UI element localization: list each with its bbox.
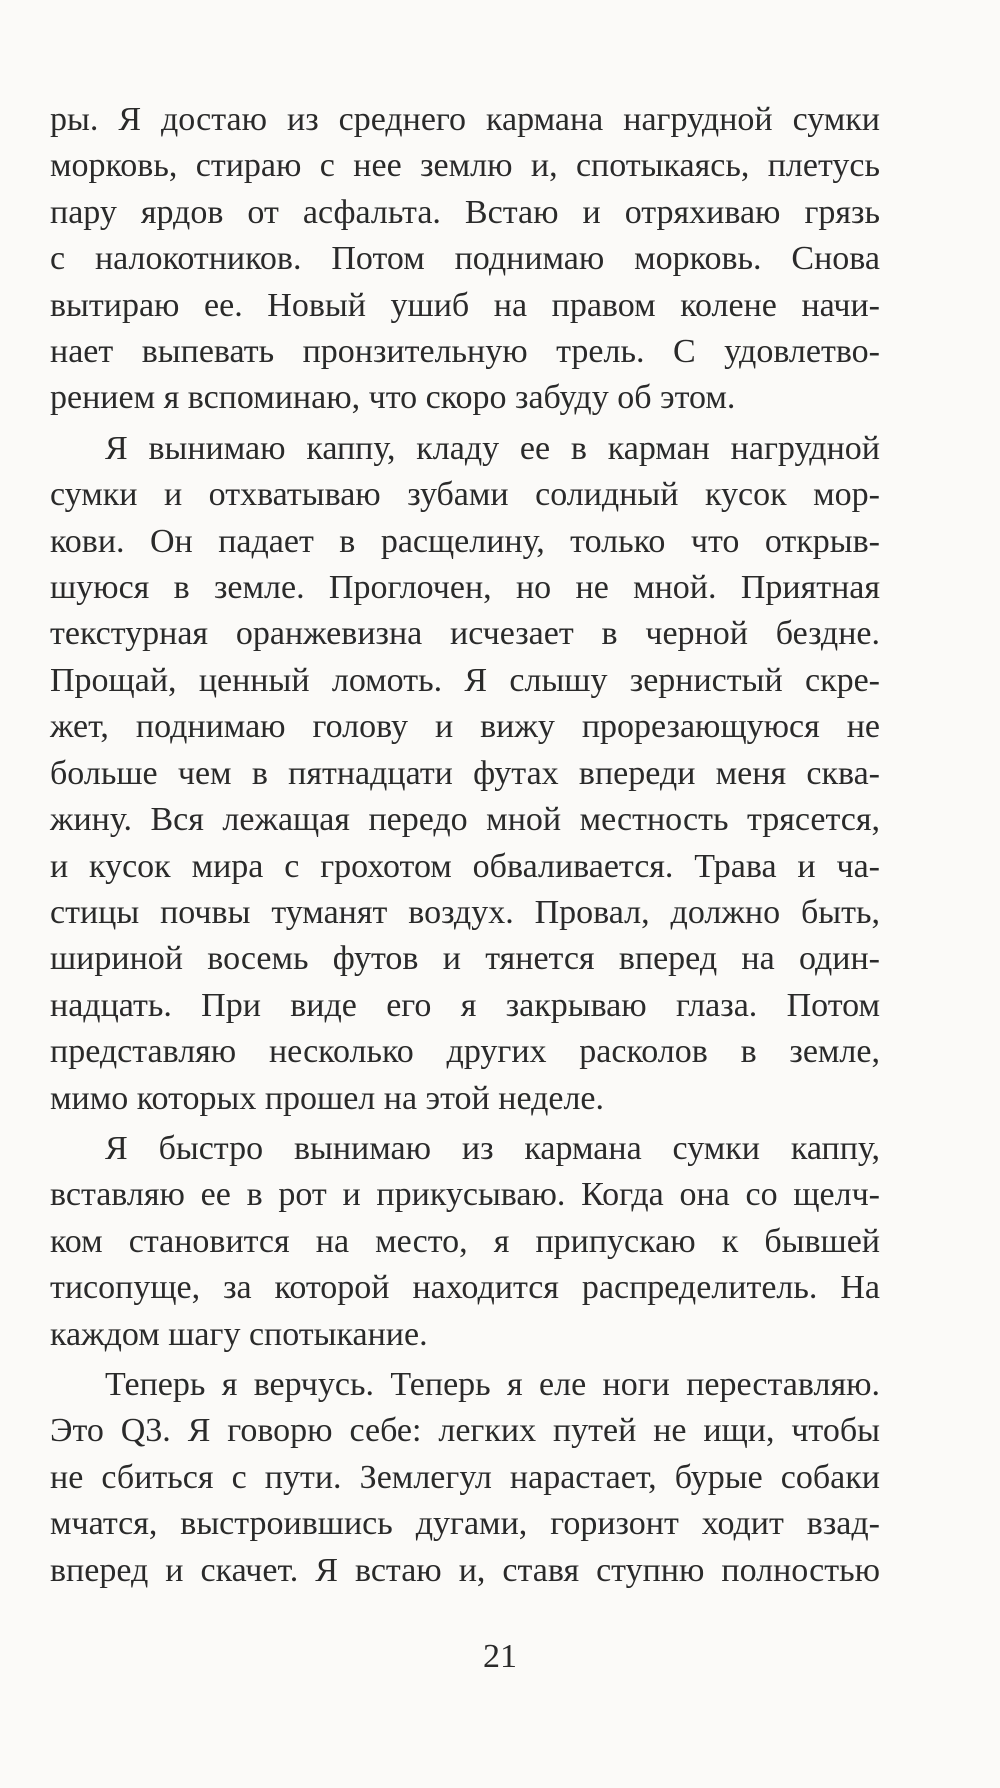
text-line: Теперь я верчусь. Теперь я еле ноги переставляю.	[105, 1365, 880, 1403]
body-text	[50, 97, 880, 1594]
text-line: стицы почвы туманят воздух. Провал, должно быть,	[50, 893, 880, 931]
text-line: надцать. При виде его я закрываю глаза. Потом	[50, 986, 880, 1024]
text-line: ком становится на место, я припускаю к бывшей	[50, 1222, 880, 1260]
text-line: представляю несколько других расколов в земле,	[50, 1033, 880, 1071]
text-line: Я быстро вынимаю из кармана сумки каппу,	[105, 1129, 880, 1167]
text-line: кови. Он падает в расщелину, только что открыв-	[50, 522, 880, 560]
text-line: каждом шагу спотыкание.	[50, 1315, 428, 1353]
text-line: сумки и отхватываю зубами солидный кусок мор-	[50, 476, 880, 514]
text-line: нает выпевать пронзительную трель. С удовлетво-	[50, 333, 880, 371]
paragraph	[50, 426, 880, 1122]
text-line: Прощай, ценный ломоть. Я слышу зернистый скре-	[50, 661, 880, 699]
text-line: жет, поднимаю голову и вижу прорезающуюся не	[50, 708, 880, 746]
paragraph	[50, 1362, 880, 1594]
text-line: мчатся, выстроившись дугами, горизонт ходит взад-	[50, 1505, 880, 1543]
paragraph	[50, 1126, 880, 1358]
text-line: ры. Я достаю из среднего кармана нагрудной сумки	[50, 101, 880, 138]
text-line: тисопуще, за которой находится распределитель. На	[50, 1269, 880, 1307]
text-line: больше чем в пятнадцати футах впереди меня сква-	[50, 754, 880, 792]
text-line: с налокотников. Потом поднимаю морковь. Снова	[50, 240, 880, 278]
text-line: текстурная оранжевизна исчезает в черной бездне.	[50, 615, 880, 653]
text-line: вставляю ее в рот и прикусываю. Когда она со щелч-	[50, 1176, 880, 1214]
text-line: вытираю ее. Новый ушиб на правом колене начи-	[50, 286, 880, 324]
text-line: рением я вспоминаю, что скоро забуду об этом.	[50, 379, 736, 417]
text-line: шириной восемь футов и тянется вперед на один-	[50, 940, 880, 978]
text-line: жину. Вся лежащая передо мной местность трясется,	[50, 801, 880, 839]
text-line: мимо которых прошел на этой неделе.	[50, 1079, 605, 1117]
text-line: Это Q3. Я говорю себе: легких путей не ищи, чтобы	[50, 1412, 880, 1450]
text-line: не сбиться с пути. Землегул нарастает, бурые собаки	[50, 1458, 880, 1496]
text-line: Я вынимаю каппу, кладу ее в карман нагрудной	[105, 429, 880, 467]
text-line: морковь, стираю с нее землю и, спотыкаясь, плетусь	[50, 147, 880, 185]
page-number: 21	[483, 1638, 517, 1675]
text-line: вперед и скачет. Я встаю и, ставя ступню полностью	[50, 1551, 880, 1589]
text-line: шуюся в земле. Проглочен, но не мной. Приятная	[50, 569, 880, 607]
paragraph	[50, 97, 880, 422]
text-line: пару ярдов от асфальта. Встаю и отряхиваю грязь	[50, 193, 880, 231]
text-line: и кусок мира с грохотом обваливается. Трава и ча-	[50, 847, 880, 885]
